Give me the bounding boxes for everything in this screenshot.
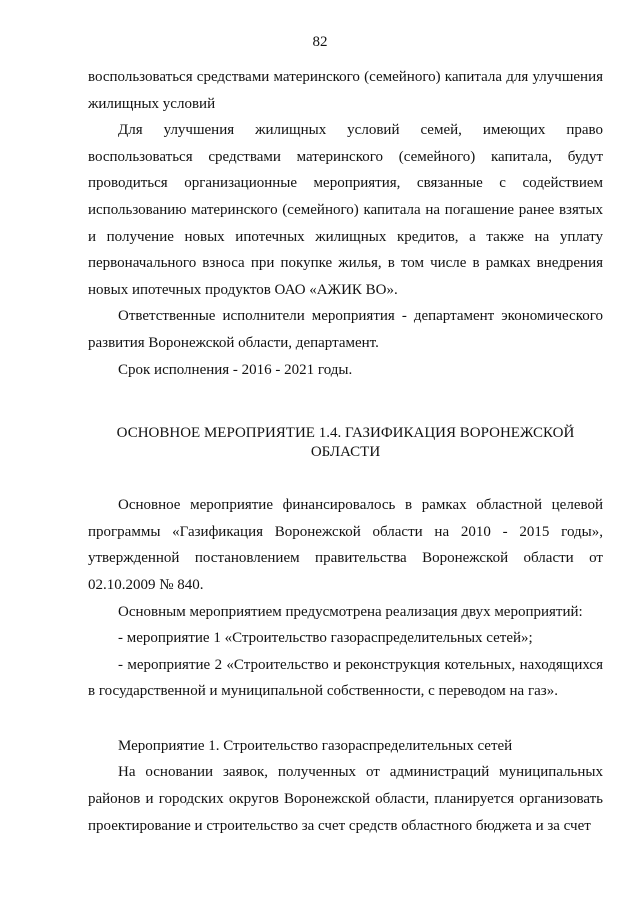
paragraph-housing-measures: Для улучшения жилищных условий семей, имеющих право воспользоваться средствами материнского (семейного) капитала, будут проводиться организационные мероприятия, связанные с содействием использованию материнского (семейного) капитала на погашение ранее взятых и получение новых ипотечных жилищных кредитов, а также на уплату первоначального взноса при покупке жилья, в том числе в рамках внедрения новых ипотечных продуктов ОАО «АЖИК ВО». (88, 122, 603, 298)
paragraph-applications: На основании заявок, полученных от администраций муниципальных районов и городских округов Воронежской области, планируется организовать проектирование и строительство за счет средств областного бюджета и за счет (88, 764, 603, 834)
paragraph-continuation: воспользоваться средствами материнского (семейного) капитала для улучшения жилищных условий (88, 69, 603, 112)
section-heading-line-2: ОБЛАСТИ (310, 444, 381, 461)
paragraph-financing: Основное мероприятие финансировалось в рамках областной целевой программы «Газификация Воронежской области на 2010 - 2015 годы», утвержденной постановлением правительства Воронежской области от 02.10.2009 № 840. (88, 497, 603, 593)
list-item-measure-1: - мероприятие 1 «Строительство газораспределительных сетей»; (118, 630, 533, 647)
section-heading-line-1: ОСНОВНОЕ МЕРОПРИЯТИЕ 1.4. ГАЗИФИКАЦИЯ ВОРОНЕЖСКОЙ (116, 425, 575, 442)
subsection-title: Мероприятие 1. Строительство газораспределительных сетей (118, 737, 513, 754)
paragraph-responsible-executors: Ответственные исполнители мероприятия - департамент экономического развития Воронежской области, департамент. (88, 308, 603, 351)
document-body (88, 64, 603, 839)
paragraph-execution-period: Срок исполнения - 2016 - 2021 годы. (118, 361, 353, 378)
paragraph-two-measures: Основным мероприятием предусмотрена реализация двух мероприятий: (118, 603, 583, 620)
list-item-measure-2: - мероприятие 2 «Строительство и реконструкция котельных, находящихся в государственной и муниципальной собственности, с переводом на газ». (88, 656, 603, 700)
section-heading (88, 424, 603, 462)
page-number: 82 (312, 34, 328, 50)
